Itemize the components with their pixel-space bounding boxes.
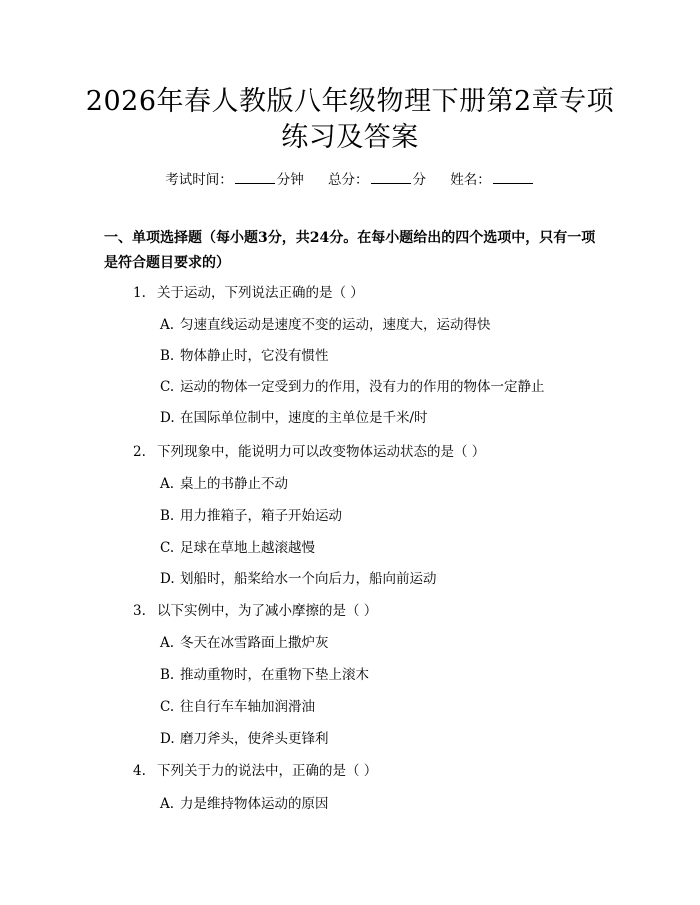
time-field: [165, 168, 304, 188]
name-blank: [493, 171, 533, 184]
option-text: 匀速直线运动是速度不变的运动，速度大，运动得快: [180, 317, 491, 333]
option-letter: A.: [160, 476, 175, 492]
option-letter: B.: [160, 348, 175, 364]
section-heading: 一、单项选择题（每小题3分，共24分。在每小题给出的四个选项中，只有一项是符合题目要求的）: [104, 230, 596, 271]
question-4-option-a: [160, 792, 329, 812]
question-3-stem: [133, 599, 377, 619]
question-number: 2.: [133, 444, 146, 460]
name-label: 姓名：: [450, 172, 491, 188]
question-2-option-a: [160, 472, 288, 492]
question-text: 下列现象中，能说明力可以改变物体运动状态的是（ ）: [157, 444, 486, 460]
question-2-option-d: [160, 567, 437, 587]
option-text: 桌上的书静止不动: [180, 476, 288, 492]
question-3-option-d: [160, 727, 329, 747]
question-1-stem: [133, 281, 364, 301]
question-text: 以下实例中，为了减小摩擦的是（ ）: [157, 603, 378, 619]
option-text: 力是维持物体运动的原因: [180, 796, 329, 812]
option-text: 物体静止时，它没有惯性: [180, 348, 329, 364]
question-1-option-a: [160, 313, 491, 333]
time-blank: [235, 171, 275, 184]
question-number: 4.: [133, 763, 146, 779]
option-letter: C.: [160, 379, 175, 395]
question-2-stem: [133, 440, 485, 460]
option-letter: A.: [160, 635, 175, 651]
option-letter: D.: [160, 731, 175, 747]
page-title-line1: 2026年春人教版八年级物理下册第2章专项: [85, 86, 615, 117]
question-text: 关于运动，下列说法正确的是（ ）: [157, 285, 364, 301]
score-label: 总分：: [328, 172, 369, 188]
option-letter: A.: [160, 796, 175, 812]
question-1-option-d: [160, 406, 428, 426]
question-3-option-c: [160, 695, 315, 715]
option-text: 用力推箱子，箱子开始运动: [180, 508, 342, 524]
option-letter: A.: [160, 317, 175, 333]
question-1-option-c: [160, 375, 545, 395]
option-letter: B.: [160, 667, 175, 683]
question-2-option-b: [160, 504, 342, 524]
option-text: 往自行车车轴加润滑油: [180, 699, 315, 715]
score-blank: [371, 171, 411, 184]
question-2-option-c: [160, 536, 315, 556]
question-1-option-b: [160, 344, 329, 364]
question-text: 下列关于力的说法中，正确的是（ ）: [157, 763, 378, 779]
option-text: 冬天在冰雪路面上撒炉灰: [180, 635, 329, 651]
option-letter: B.: [160, 508, 175, 524]
question-3-option-a: [160, 631, 329, 651]
option-letter: C.: [160, 540, 175, 556]
option-text: 划船时，船桨给水一个向后力，船向前运动: [180, 571, 437, 587]
option-text: 在国际单位制中，速度的主单位是千米/时: [180, 410, 428, 426]
option-text: 足球在草地上越滚越慢: [180, 540, 315, 556]
option-letter: C.: [160, 699, 175, 715]
page-title-line2: 练习及答案: [281, 122, 419, 153]
question-number: 1.: [133, 285, 146, 301]
score-field: [328, 168, 426, 188]
name-field: [450, 168, 535, 188]
option-text: 磨刀斧头，使斧头更锋利: [180, 731, 329, 747]
exam-meta: [0, 168, 700, 188]
option-letter: D.: [160, 410, 175, 426]
question-4-stem: [133, 759, 377, 779]
question-3-option-b: [160, 663, 369, 683]
score-unit: 分: [412, 172, 426, 188]
option-text: 推动重物时，在重物下垫上滚木: [180, 667, 369, 683]
option-letter: D.: [160, 571, 175, 587]
time-label: 考试时间：: [165, 172, 233, 188]
option-text: 运动的物体一定受到力的作用，没有力的作用的物体一定静止: [180, 379, 545, 395]
time-unit: 分钟: [276, 172, 304, 188]
question-number: 3.: [133, 603, 146, 619]
